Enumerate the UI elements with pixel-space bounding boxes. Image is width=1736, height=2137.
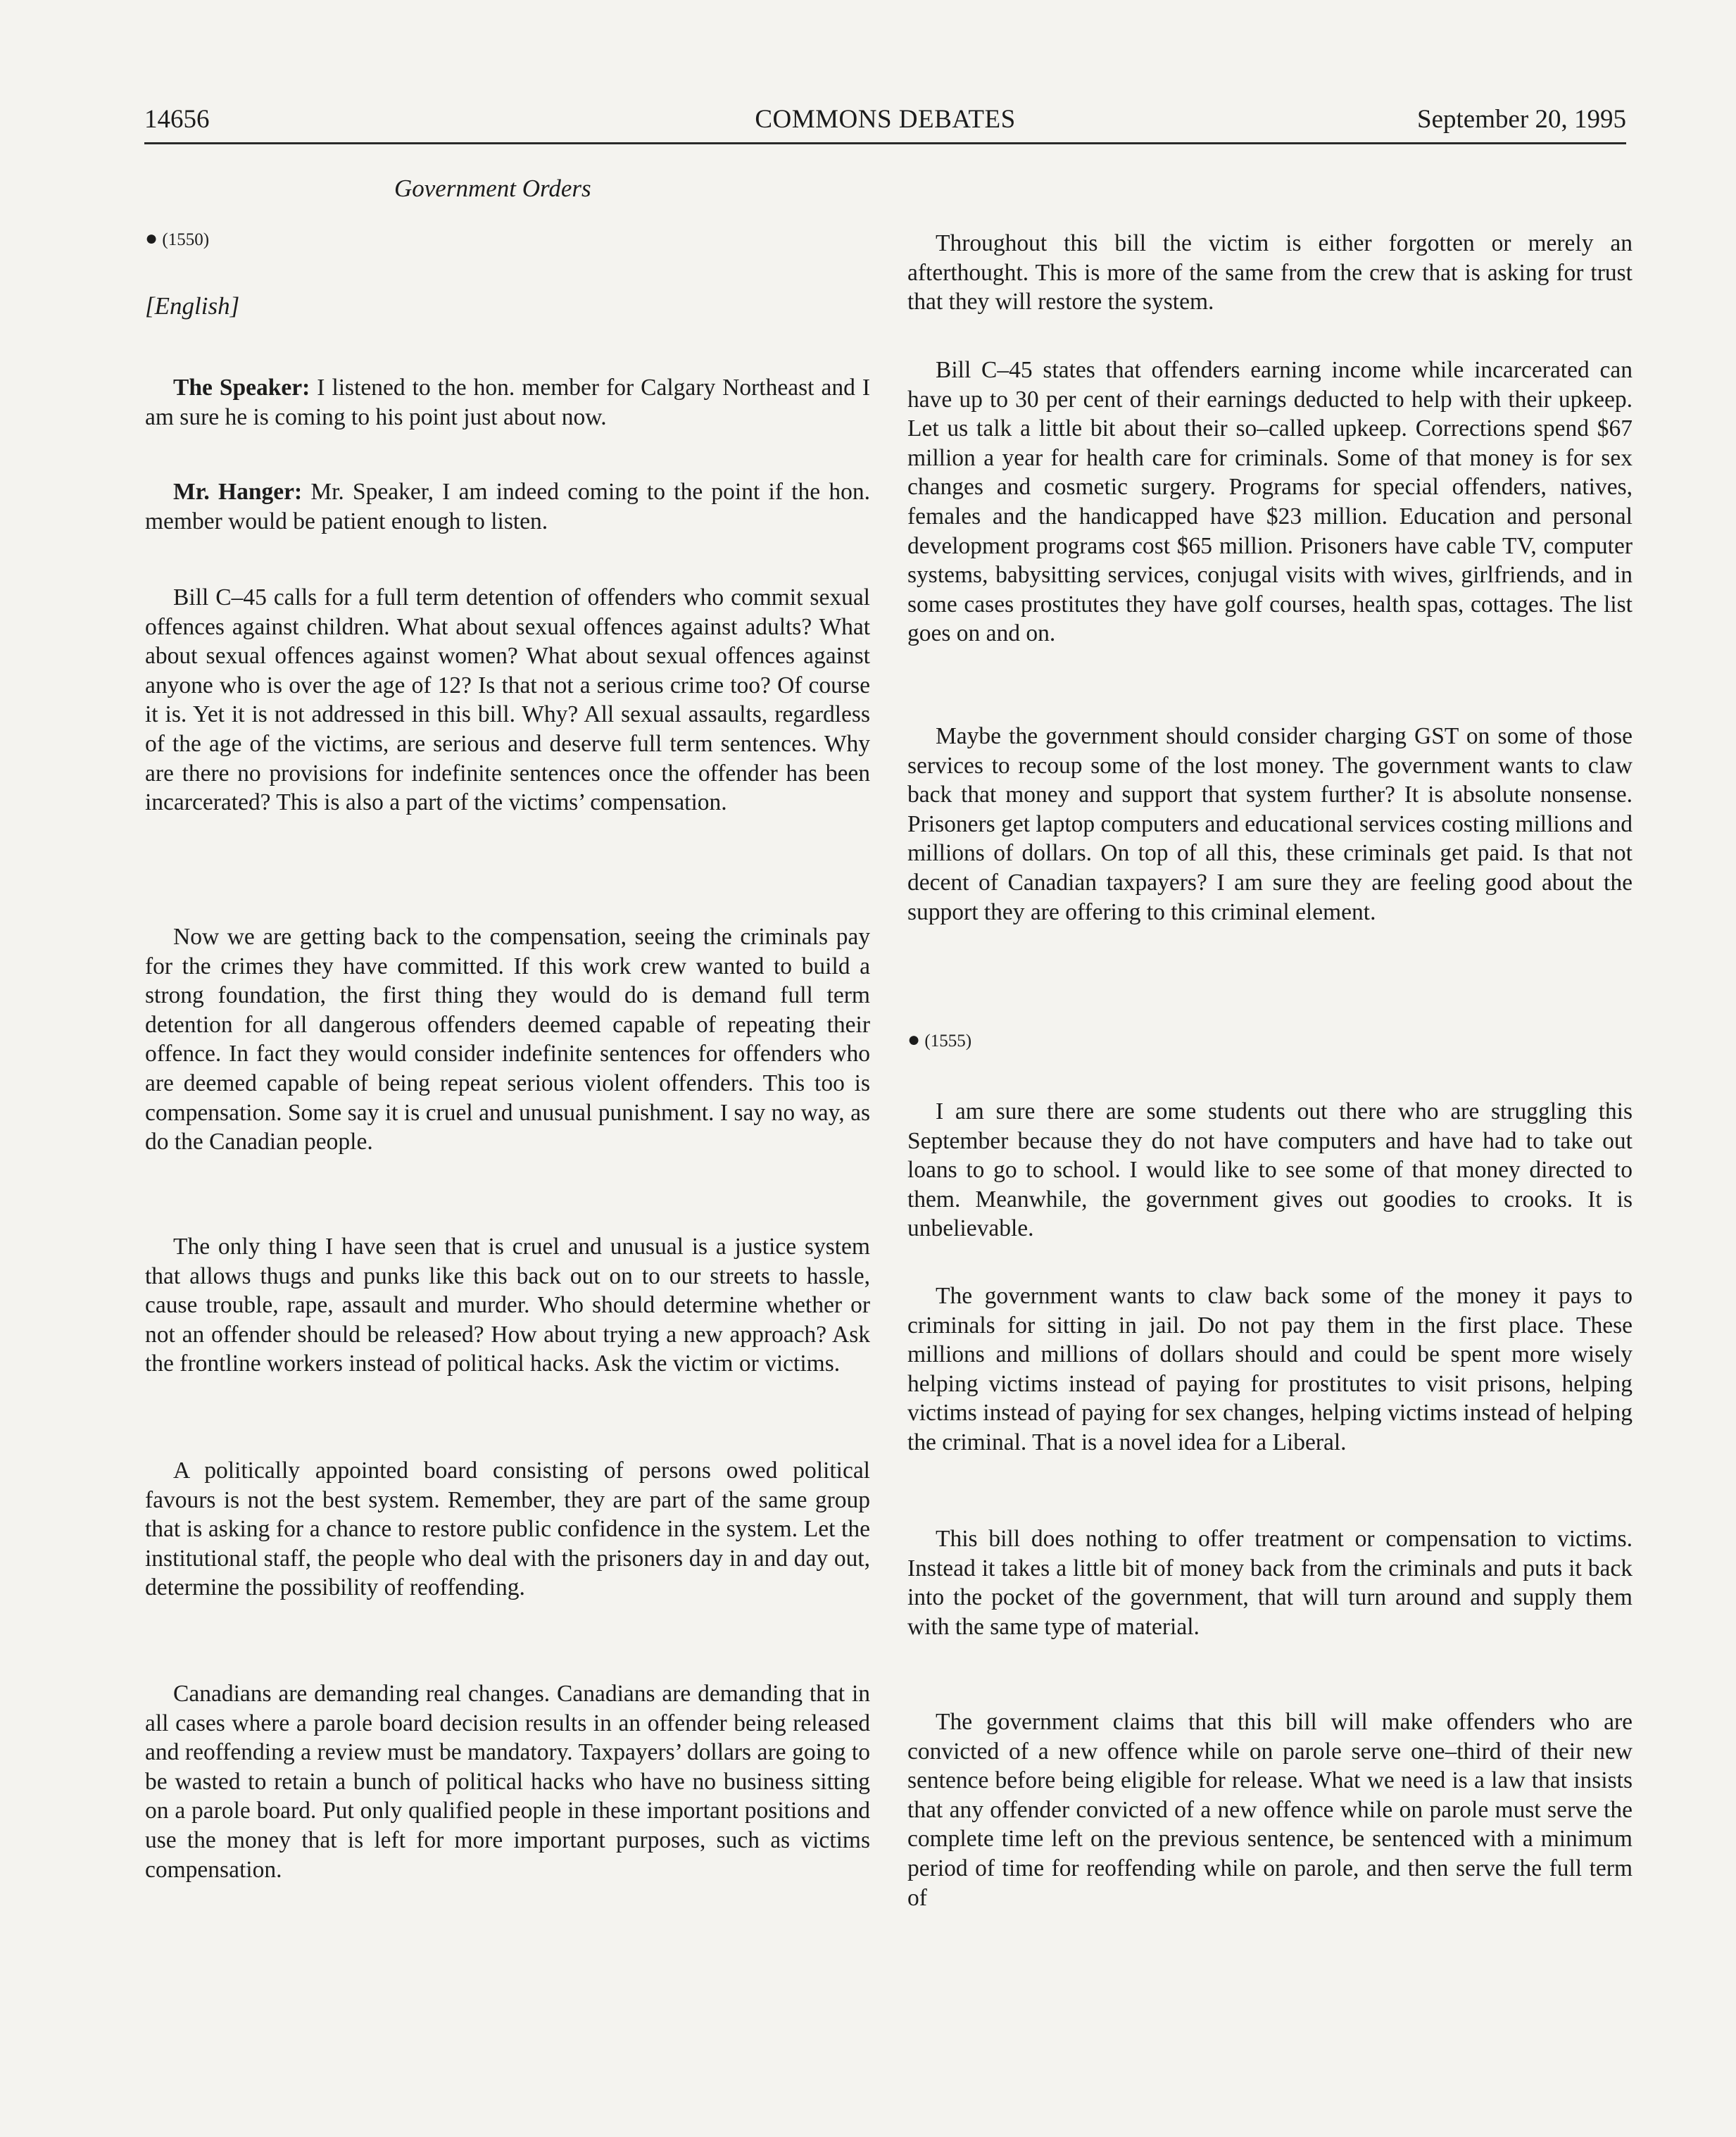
paragraph: Canadians are demanding real changes. Canadians are demanding that in all cases where a parole board decision results in an offender being released and reoffending a review must be mandatory. Taxpayers’ dollars are going to be wasted to retain a bunch of political hacks who have no business sitting on a parole board. Put only qualified people in these important positions and use the money that is left for more important purposes, such as victims compensation. xyxy=(145,1681,870,1883)
page-header xyxy=(144,99,1626,144)
right-column xyxy=(907,1281,1633,1458)
paragraph: Now we are getting back to the compensation, seeing the criminals pay for the crimes they have committed. If this work crew wanted to build a strong foundation, the first thing they would do is demand full term detention for all dangerous offenders deemed capable of repeating their offence. In fact they would consider indefinite sentences for offenders who are deemed capable of being repeat serious violent offenders. This too is compensation. Some say it is cruel and unusual punishment. I say no way, as do the Canadian people. xyxy=(145,924,870,1155)
timestamp-text: (1550) xyxy=(162,230,210,249)
timestamp-text: (1555) xyxy=(924,1032,972,1051)
right-column xyxy=(907,722,1633,927)
paragraph: Bill C–45 states that offenders earning income while incarcerated can have up to 30 per cent of their earnings deducted to help with their upkeep. Let us talk a little bit about their so–called upkeep. Corrections spend $67 million a year for health care for criminals. Some of that money is for sex changes and cosmetic surgery. Programs for special offenders, natives, females and the handicapped have $23 million. Education and personal development programs cost $65 million. Prisoners have cable TV, computer systems, babysitting services, conjugal visits with wives, girlfriends, and in some cases prostitutes they have golf courses, health spas, cottages. The list goes on and on. xyxy=(907,357,1633,647)
bullet-icon: ● xyxy=(145,227,158,250)
paragraph: I am sure there are some students out there who are struggling this September because they do not have computers and have had to take out loans to go to school. I would like to see some of that money directed to them. Meanwhile, the government gives out goodies to crooks. It is unbelievable. xyxy=(907,1098,1633,1242)
speaker-name: Mr. Hanger: xyxy=(173,479,303,505)
speaker-name: The Speaker: xyxy=(173,375,310,401)
paragraph: The government claims that this bill will make offenders who are convicted of a new offence while on parole serve one–third of their new sentence before being eligible for release. What we need is a law that insists that any offender convicted of a new offence while on parole must serve the complete time left on the previous sentence, be sentenced with a minimum period of time for reoffending while on parole, and then serve the full term of xyxy=(907,1709,1633,1911)
paragraph: Mr. Hanger: Mr. Speaker, I am indeed coming to the point if the hon. member would be patient enough to listen. xyxy=(145,479,870,534)
paragraph: The government wants to claw back some of the money it pays to criminals for sitting in jail. Do not pay them in the first place. These millions and millions of dollars should and could be spent more wisely helping victims instead of paying for prostitutes to visit prisons, helping victims instead of paying for sex changes, helping victims instead of helping the criminal. That is a novel idea for a Liberal. xyxy=(907,1283,1633,1455)
left-column xyxy=(145,583,870,817)
right-column xyxy=(907,1097,1633,1243)
timestamp-marker xyxy=(907,1028,971,1052)
paragraph: This bill does nothing to offer treatment or compensation to victims. Instead it takes a little bit of money back from the criminals and puts it back into the pocket of the government, that will turn around and supply them with the same type of material. xyxy=(907,1526,1633,1640)
right-column xyxy=(907,1524,1633,1641)
paragraph: Bill C–45 calls for a full term detention of offenders who commit sexual offences against children. What about sexual offences against adults? What about sexual offences against women? What about sexual offences against anyone who is over the age of 12? Is that not a serious crime too? Of course it is. Yet it is not addressed in this bill. Why? All sexual assaults, regardless of the age of the victims, are serious and deserve full term sentences. Why are there no provisions for indefinite sentences once the offender has been incarcerated? This is also a part of the victims’ compensation. xyxy=(145,584,870,816)
left-column xyxy=(145,373,870,432)
publication-title: COMMONS DEBATES xyxy=(755,105,1016,134)
left-column xyxy=(145,922,870,1157)
timestamp-marker xyxy=(145,227,209,251)
left-column xyxy=(145,477,870,536)
publication-date: September 20, 1995 xyxy=(1417,105,1626,134)
left-column xyxy=(145,1456,870,1603)
language-tag: [English] xyxy=(145,292,240,320)
paragraph: Throughout this bill the victim is either forgotten or merely an afterthought. This is more of the same from the crew that is asking for trust that they will restore the system. xyxy=(907,230,1633,315)
paragraph: The Speaker: I listened to the hon. member for Calgary Northeast and I am sure he is coming to his point just about now. xyxy=(145,375,870,430)
page-number: 14656 xyxy=(144,105,210,134)
right-column xyxy=(907,1707,1633,1912)
right-column xyxy=(907,229,1633,317)
paragraph: The only thing I have seen that is cruel and unusual is a justice system that allows thugs and punks like this back out on to our streets to hassle, cause trouble, rape, assault and murder. Who should determine whether or not an offender should be released? How about trying a new approach? Ask the frontline workers instead of political hacks. Ask the victim or victims. xyxy=(145,1234,870,1377)
paragraph: Maybe the government should consider charging GST on some of those services to recoup some of the lost money. The government wants to claw back that money and support that system further? It is absolute nonsense. Prisoners get laptop computers and educational services costing millions and millions of dollars. On top of all this, these criminals get paid. Is that not decent of Canadian taxpayers? I am sure they are feeling good about the support they are offering to this criminal element. xyxy=(907,723,1633,925)
section-title: Government Orders xyxy=(394,175,591,202)
right-column xyxy=(907,356,1633,648)
left-column xyxy=(145,1232,870,1379)
left-column xyxy=(145,1679,870,1884)
bullet-icon: ● xyxy=(907,1028,921,1051)
paragraph: A politically appointed board consisting of persons owed political favours is not the best system. Remember, they are part of the same group that is asking for a chance to restore public confidence in the system. Let the institutional staff, the people who deal with the prisoners day in and day out, determine the possibility of reoffending. xyxy=(145,1458,870,1601)
